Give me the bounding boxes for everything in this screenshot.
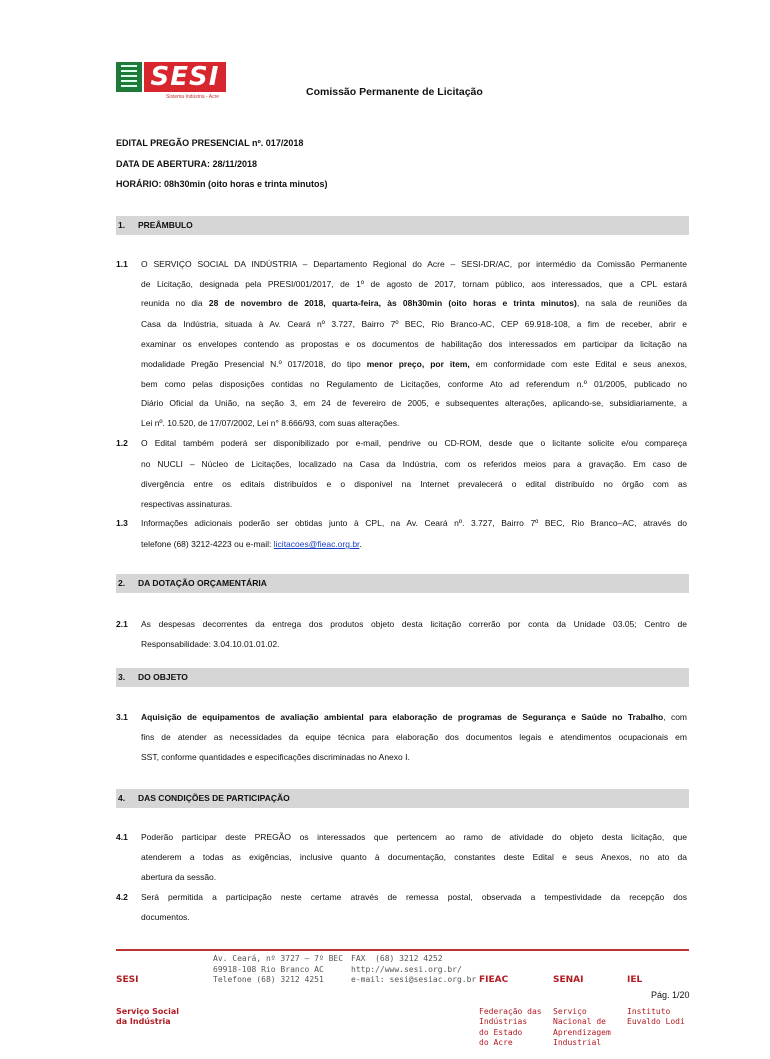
footer-fieac-name: Federação das Indústrias do Estado do Acre bbox=[479, 1006, 542, 1047]
opening-date: DATA DE ABERTURA: 28/11/2018 bbox=[116, 159, 258, 169]
text-run: em conformidade com este Edital e seus anexos, bbox=[469, 359, 688, 369]
text-run: , na sala de reuniões da bbox=[576, 298, 687, 308]
paragraph-line: O SERVIÇO SOCIAL DA INDÚSTRIA – Departamento Regional do Acre – SESI-DR/AC, por intermédio da Comissão Permanente bbox=[141, 259, 687, 269]
paragraph-line: examinar os envelopes contendo as propostas e os documentos de habilitação dos interessados em participar da licitação na bbox=[141, 339, 687, 349]
paragraph-line: de Licitação, designada pela PRESI/001/2017, de 1º de agosto de 2017, tornam público, aos interessados, que a CPL estará bbox=[141, 279, 687, 289]
page-title: Comissão Permanente de Licitação bbox=[306, 86, 483, 98]
footer-iel-name: Instituto Euvaldo Lodi bbox=[627, 1006, 685, 1026]
section-number: 2. bbox=[118, 578, 126, 588]
section-title: DAS CONDIÇÕES DE PARTICIPAÇÃO bbox=[138, 793, 290, 803]
section-header-preambulo bbox=[116, 216, 689, 235]
paragraph-line: Informações adicionais poderão ser obtidas junto à CPL, na Av. Ceará nº. 3.727, Bairro 7º BEC, Rio Branco–AC, através do bbox=[141, 518, 687, 528]
paragraph-line: Será permitida a participação neste certame através de remessa postal, observada a tempestividade da recepção dos bbox=[141, 892, 687, 902]
paragraph-line: As despesas decorrentes da entrega dos produtos objeto desta licitação correrão por conta da Unidade 03.05; Centro de bbox=[141, 619, 687, 629]
footer-senai bbox=[553, 954, 611, 1059]
footer-iel-title: IEL bbox=[627, 975, 643, 985]
clause-number: 4.1 bbox=[116, 832, 128, 842]
sesi-logo-subtext: Sistema Indústria - Acre bbox=[166, 94, 220, 100]
text-run: . bbox=[359, 539, 362, 549]
footer-fieac-title: FIEAC bbox=[479, 975, 509, 985]
clause-number: 1.2 bbox=[116, 438, 128, 448]
text-run: telefone (68) 3212-4223 ou e-mail: bbox=[141, 539, 274, 549]
sesi-logo-text: SESI bbox=[144, 62, 226, 92]
section-header-objeto bbox=[116, 668, 689, 687]
object-description-bold: Aquisição de equipamentos de avaliação ambiental para elaboração de programas de Segurança e Saúde no Trabalho bbox=[141, 712, 664, 722]
section-title: PREÂMBULO bbox=[138, 220, 193, 230]
paragraph-line: Poderão participar deste PREGÃO os interessados que pertencem ao ramo de atividade do objeto desta licitação, que bbox=[141, 832, 687, 842]
edital-number: EDITAL PREGÃO PRESENCIAL nº. 017/2018 bbox=[116, 138, 304, 148]
paragraph-line: O Edital também poderá ser disponibilizado por e-mail, pendrive ou CD-ROM, desde que o licitante solicite e/ou compareça bbox=[141, 438, 687, 448]
text-run: , com bbox=[663, 712, 688, 722]
clause-number: 1.3 bbox=[116, 518, 128, 528]
paragraph-line: Responsabilidade: 3.04.10.01.01.02. bbox=[141, 639, 280, 649]
paragraph-line: Lei nº. 10.520, de 17/07/2002, Lei n° 8.666/93, com suas alterações. bbox=[141, 418, 400, 428]
paragraph-line bbox=[141, 298, 687, 308]
footer-divider bbox=[116, 949, 689, 951]
section-number: 3. bbox=[118, 672, 126, 682]
paragraph-line bbox=[141, 359, 687, 369]
section-title: DO OBJETO bbox=[138, 672, 188, 682]
footer-sesi-title: SESI bbox=[116, 975, 139, 985]
footer-address: Av. Ceará, nº 3727 – 7º BEC 69918-108 Rio Branco AC Telefone (68) 3212 4251 bbox=[213, 954, 344, 984]
paragraph-line: respectivas assinaturas. bbox=[141, 499, 233, 509]
paragraph-line: Diário Oficial da União, na seção 3, em 24 de fevereiro de 2005, e subsequentes alterações, aplicando-se, subsidiariamente, a bbox=[141, 398, 687, 408]
clause-number: 2.1 bbox=[116, 619, 128, 629]
section-title: DA DOTAÇÃO ORÇAMENTÁRIA bbox=[138, 578, 267, 588]
section-header-participacao bbox=[116, 789, 689, 808]
footer-fieac bbox=[479, 954, 542, 1059]
footer-contact: FAX (68) 3212 4252 http://www.sesi.org.br/ e-mail: sesi@sesiac.org.br bbox=[351, 954, 477, 984]
sistema-industria-emblem bbox=[116, 62, 142, 92]
section-header-dotacao bbox=[116, 574, 689, 593]
email-link[interactable]: licitacoes@fieac.org.br bbox=[273, 539, 360, 549]
opening-time: HORÁRIO: 08h30min (oito horas e trinta minutos) bbox=[116, 179, 328, 189]
footer-sesi-name: Serviço Social da Indústria bbox=[116, 1006, 179, 1026]
paragraph-line: Casa da Indústria, situada à Av. Ceará nº 3.727, Bairro 7º BEC, Rio Branco-AC, CEP 69.918-108, a fim de receber, abrir e bbox=[141, 319, 687, 329]
section-number: 4. bbox=[118, 793, 126, 803]
paragraph-line: bem como pelas disposições contidas no Regulamento de Licitações, conforme Ato ad referendum n.º 01/2005, publicado no bbox=[141, 379, 687, 389]
text-run: modalidade Pregão Presencial N.º 017/2018, do tipo bbox=[141, 359, 367, 369]
footer-senai-name: Serviço Nacional de Aprendizagem Industrial bbox=[553, 1006, 611, 1047]
paragraph-line: documentos. bbox=[141, 912, 190, 922]
footer-sesi bbox=[116, 954, 179, 1038]
paragraph-line: no NUCLI – Núcleo de Licitações, localizado na Casa da Indústria, com os referidos meios para a gravação. Em caso de bbox=[141, 459, 687, 469]
paragraph-line: abertura da sessão. bbox=[141, 872, 217, 882]
paragraph-line: atenderem a todas as exigências, inclusive quanto à documentação, constantes deste Edital e seus Anexos, no ato da bbox=[141, 852, 687, 862]
paragraph-line: divergência entre os editais distribuídos e o disponível na Internet prevalecerá o edital distribuído no órgão com as bbox=[141, 479, 687, 489]
paragraph-line bbox=[141, 712, 687, 722]
page-number: Pág. 1/20 bbox=[651, 990, 690, 1000]
bid-type-bold: menor preço, por item, bbox=[366, 359, 470, 369]
paragraph-line: SST, conforme quantidades e especificações discriminadas no Anexo I. bbox=[141, 752, 410, 762]
paragraph-line: fins de atender as necessidades da equipe técnica para elaboração dos documentos legais e atendimentos ocupacionais em bbox=[141, 732, 687, 742]
clause-number: 3.1 bbox=[116, 712, 128, 722]
session-date-bold: 28 de novembro de 2018, quarta-feira, às 08h30min (oito horas e trinta minutos) bbox=[208, 298, 577, 308]
footer-senai-title: SENAI bbox=[553, 975, 584, 985]
clause-number: 1.1 bbox=[116, 259, 128, 269]
paragraph-line bbox=[141, 539, 362, 549]
sesi-logo bbox=[116, 62, 226, 102]
clause-number: 4.2 bbox=[116, 892, 128, 902]
section-number: 1. bbox=[118, 220, 126, 230]
text-run: reunida no dia bbox=[141, 298, 209, 308]
